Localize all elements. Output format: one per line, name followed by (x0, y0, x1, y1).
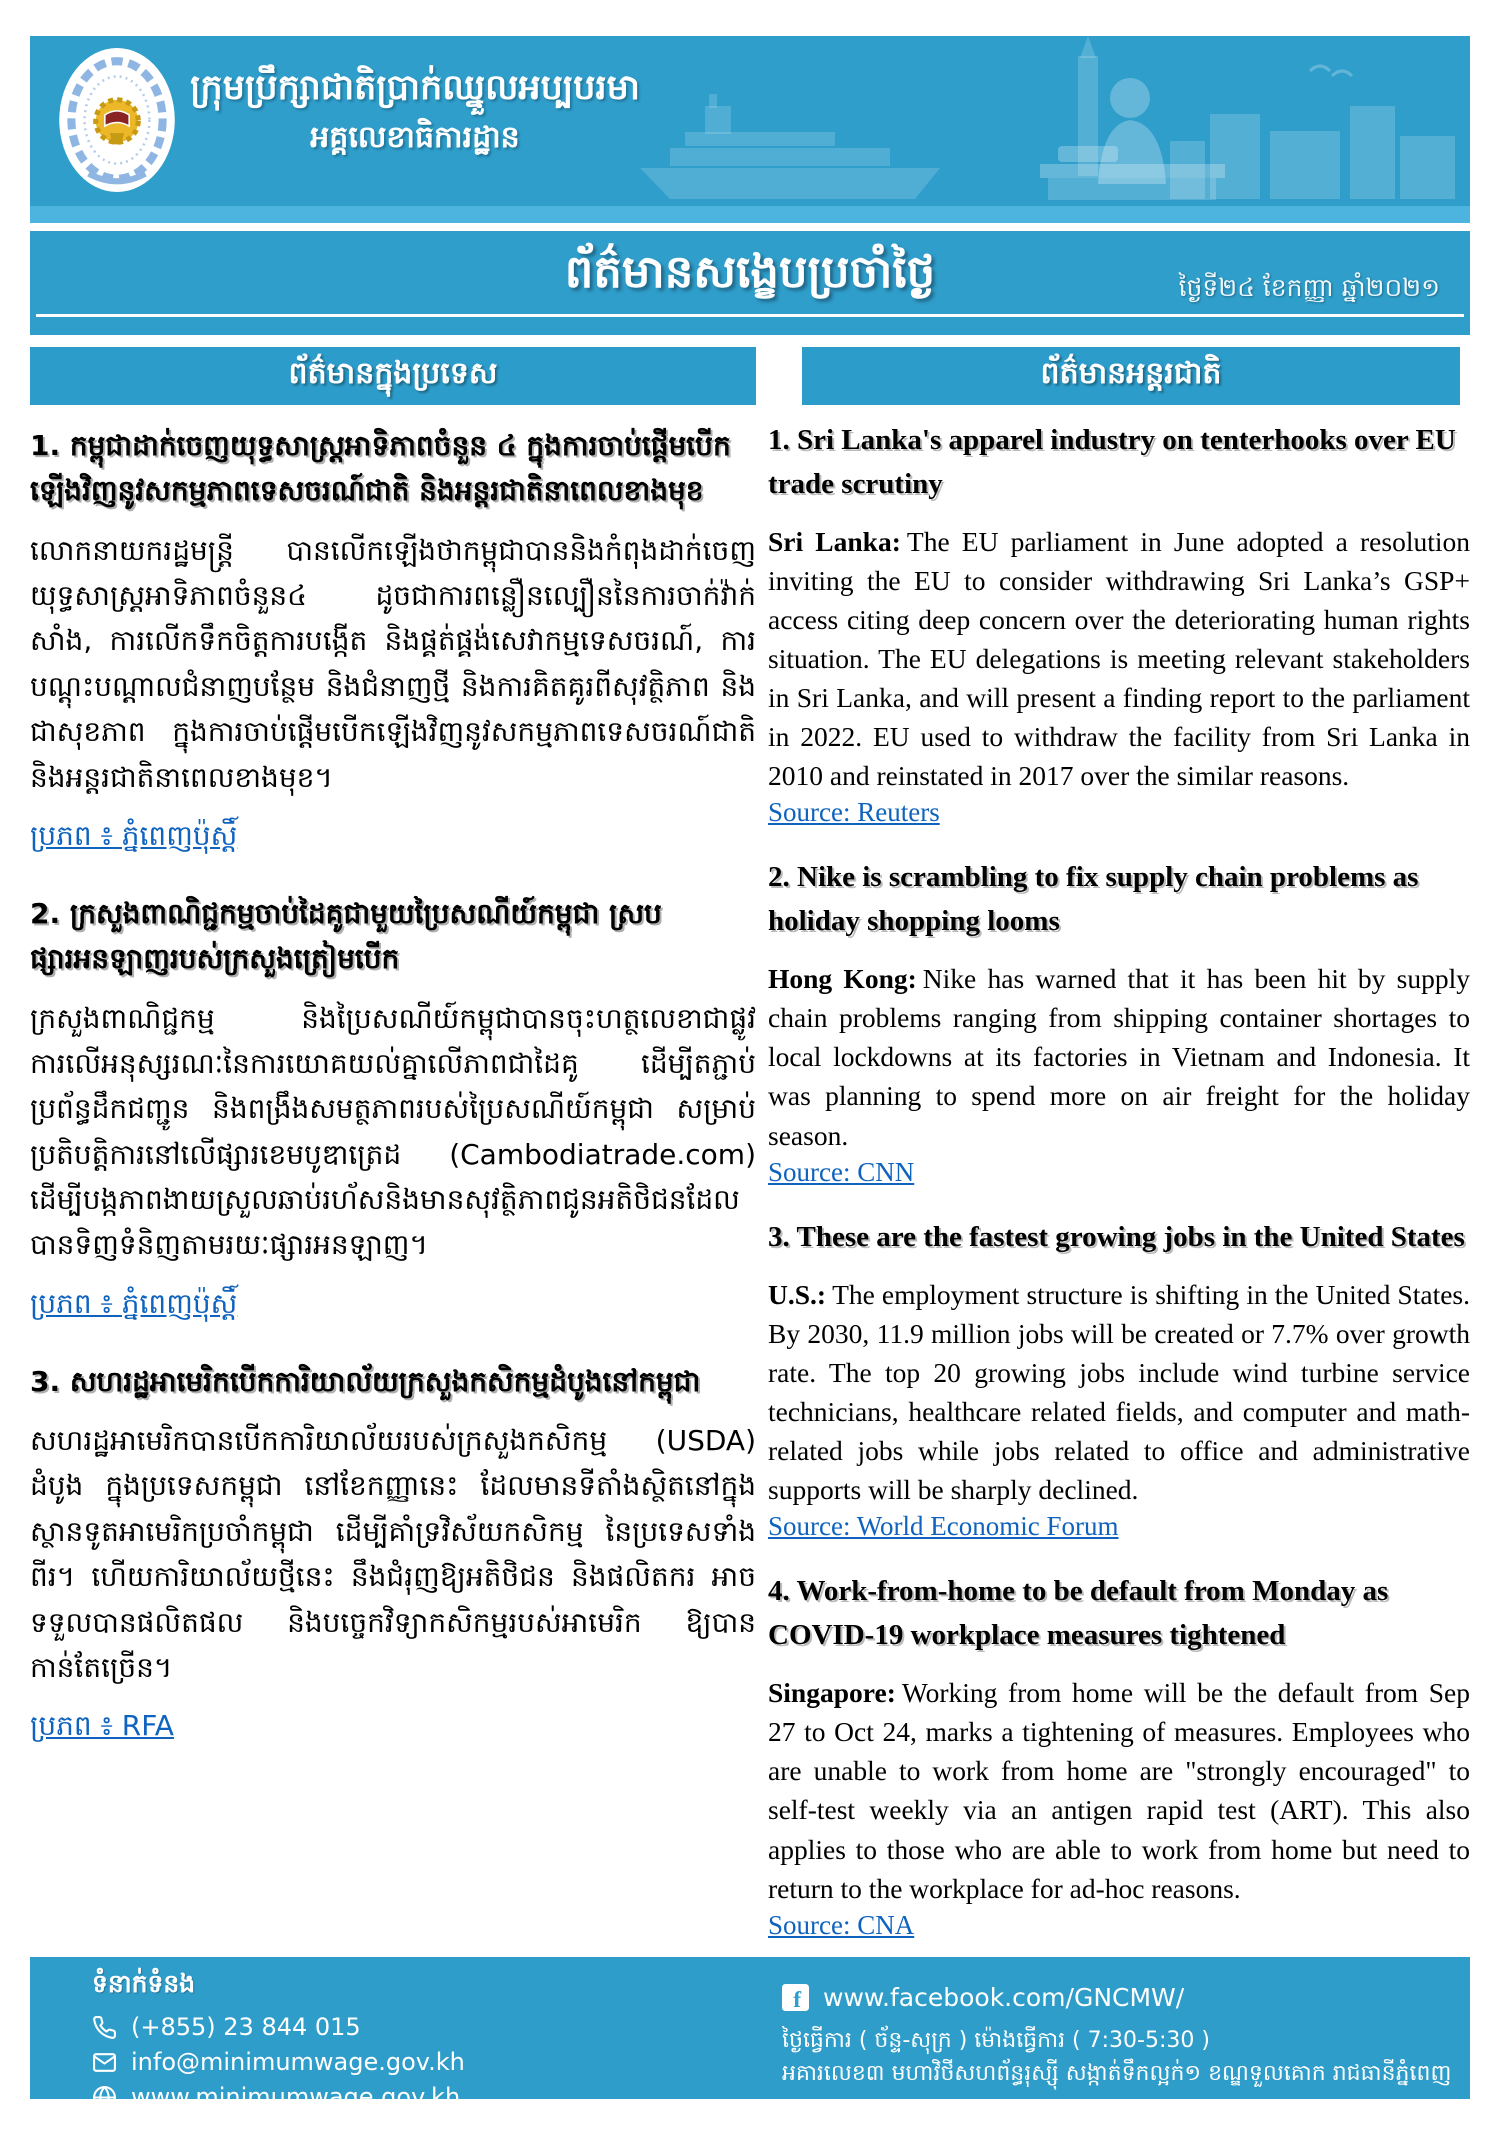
source-link[interactable]: ប្រភព ៖ RFA (30, 1709, 174, 1743)
article-heading: 3. សហរដ្ឋអាមេរិកបើកការិយាល័យក្រសួងកសិកម្មដំបូងនៅកម្ពុជា (30, 1364, 701, 1398)
org-name-line2: អគ្គលេខាធិការដ្ឋាន (310, 119, 520, 155)
working-hours: ថ្ងៃធ្វើការ ( ច័ន្ទ-សុក្រ ) ម៉ោងធ្វើការ ( 7:30-5:30 ) (782, 2028, 1210, 2053)
website-row (92, 2083, 465, 2111)
org-logo-emblem (56, 44, 178, 196)
article-lead: Sri Lanka: (768, 526, 901, 557)
article-body: លោកនាយករដ្ឋមន្ត្រី បានលើកឡើងថាកម្ពុជាបាននិងកំពុងដាក់ចេញយុទ្ធសាស្ត្រអាទិភាពចំនួន៤ ដូចជាការពន្លឿនល្បឿននៃការចាក់វ៉ាក់សាំង, ការលើកទឹកចិត្តការបង្កើត និងផ្គត់ផ្គង់សេវាកម្មទេសចរណ៍, ការបណ្ដុះបណ្ដាលជំនាញបន្ថែម និងជំនាញថ្មី និងការគិតគូរពីសុវត្ថិភាព និងជាសុខភាព ក្នុងការចាប់ផ្ដើមបើកឡើងវិញនូវសកម្មភាពទេសចរណ៍ជាតិ និងអន្តរជាតិនាពេលខាងមុខ។ (30, 533, 756, 794)
international-article-3 (768, 1216, 1470, 1549)
newsletter-title: ព័ត៌មានសង្ខេបប្រចាំថ្ងៃ (564, 245, 936, 298)
article-lead: U.S.: (768, 1279, 827, 1311)
international-column-header: ព័ត៌មានអន្តរជាតិ (802, 347, 1460, 405)
domestic-news-column (30, 347, 756, 1947)
source-link[interactable]: Source: Reuters (768, 797, 940, 828)
svg-text:f: f (793, 1987, 802, 2011)
source-link[interactable]: Source: CNN (768, 1156, 915, 1187)
article-heading: 1. កម្ពុជាដាក់ចេញយុទ្ធសាស្ត្រអាទិភាពចំនួន ៤ ក្នុងការចាប់ផ្ដើមបើកឡើងវិញនូវសកម្មភាពទេសចរណ៍ជាតិ និងអន្តរជាតិនាពេលខាងមុខ (30, 429, 731, 508)
phone-icon (92, 2015, 117, 2040)
article-text: Working from home will be the default from Sep 27 to Oct 24, marks a tightening of measures. Employees who are unable to work from home are "strongly encouraged" to self-test weekly via an antigen rapid test (ART). This also applies to those who are able to work from home but need to return to the workplace for ad-hoc reasons. (768, 1677, 1470, 1904)
article-heading: 2. Nike is scrambling to fix supply chain problems as holiday shopping looms (768, 861, 1419, 937)
globe-icon (92, 2085, 117, 2110)
source-link[interactable]: ប្រភព ៖ ភ្នំពេញប៉ុស្ដិ៍ (30, 818, 238, 852)
domestic-article-1 (30, 423, 756, 867)
contact-block (92, 1969, 465, 2111)
org-name (190, 62, 640, 160)
social-block (782, 1983, 1451, 2090)
article-body: សហរដ្ឋអាមេរិកបានបើកការិយាល័យរបស់ក្រសួងកសិកម្ម (USDA) ដំបូង ក្នុងប្រទេសកម្ពុជា នៅខែកញ្ញានេះ ដែលមានទីតាំងស្ថិតនៅក្នុងស្ថានទូតអាមេរិកប្រចាំកម្ពុជា ដើម្បីគាំទ្រវិស័យកសិកម្ម នៃប្រទេសទាំងពីរ។ ហើយការិយាល័យថ្មីនេះ នឹងជំរុញឱ្យអតិថិជន និងផលិតករ អាចទទួលបានផលិតផល និងបច្ចេកវិទ្យាកសិកម្មរបស់អាមេរិក ឱ្យបានកាន់តែច្រើន។ (30, 1424, 756, 1684)
content-columns (30, 347, 1470, 1947)
title-divider-rule (36, 314, 1464, 317)
article-heading: 2. ក្រសួងពាណិជ្ជកម្មចាប់ដៃគូជាមួយប្រៃសណីយ៍កម្ពុជា ស្របផ្សារអនឡាញរបស់ក្រសួងត្រៀមបើក (30, 896, 662, 976)
office-address: អគារលេខ៣ មហាវិថីសហព័ន្ធរុស្ស៊ី សង្កាត់ទឹកល្អក់១ ខណ្ឌទួលគោក រាជធានីភ្នំពេញ (782, 2061, 1452, 2086)
email-icon (92, 2050, 117, 2075)
domestic-article-2 (30, 891, 756, 1335)
org-logo (56, 44, 178, 196)
contact-footer (30, 1957, 1470, 2111)
article-heading: 4. Work-from-home to be default from Monday as COVID-19 workplace measures tightened (768, 1575, 1389, 1651)
header-accent-strip (30, 206, 1470, 223)
email-row (92, 2048, 465, 2076)
article-body (768, 522, 1470, 795)
phone-number: (+855) 23 844 015 (131, 2013, 361, 2041)
article-text: The EU parliament in June adopted a resolution inviting the EU to consider withdrawing Sri Lanka’s GSP+ access citing deep concern over the deteriorating human rights situation. The EU delegations is meeting relevant stakeholders in Sri Lanka, and will present a finding report to the parliament in 2022. EU used to withdraw the facility from Sri Lanka in 2010 and reinstated in 2017 over the similar reasons. (768, 526, 1470, 792)
article-body (768, 1275, 1470, 1509)
source-link[interactable]: ប្រភព ៖ ភ្នំពេញប៉ុស្ដិ៍ (30, 1286, 238, 1320)
facebook-icon (782, 1984, 809, 2011)
domestic-column-header: ព័ត៌មានក្នុងប្រទេស (30, 347, 756, 405)
phone-row (92, 2013, 465, 2041)
facebook-row[interactable] (782, 1983, 1451, 2012)
article-text: Nike has warned that it has been hit by supply chain problems ranging from shipping container shortages to local lockdowns at its factories in Vietnam and Indonesia. It was planning to spend more on air freight for the holiday season. (768, 963, 1470, 1151)
article-text: The employment structure is shifting in the United States. By 2030, 11.9 million jobs will be created or 7.7% over growth rate. The top 20 growing jobs include wind turbine service technicians, healthcare related fields, and computer and math-related jobs while jobs related to office and administrative supports will be sharply declined. (768, 1279, 1470, 1506)
international-news-column (768, 347, 1470, 1947)
issue-date: ថ្ងៃទី២៤ ខែកញ្ញា ឆ្នាំ២០២១ (1178, 273, 1440, 302)
website-url[interactable]: www.minimumwage.gov.kh (131, 2083, 461, 2111)
article-body (768, 959, 1470, 1154)
international-article-1 (768, 419, 1470, 834)
article-heading: 1. Sri Lanka's apparel industry on tenterhooks over EU trade scrutiny (768, 424, 1456, 500)
article-body (768, 1673, 1470, 1907)
org-name-line1: ក្រុមប្រឹក្សាជាតិប្រាក់ឈ្នួលអប្បបរមា (190, 68, 640, 108)
article-lead: Singapore: (768, 1677, 896, 1709)
article-body: ក្រសួងពាណិជ្ជកម្ម និងប្រៃសណីយ៍កម្ពុជាបានចុះហត្ថលេខាជាផ្លូវការលើអនុស្សរណៈនៃការយោគយល់គ្នាលើភាពជាដៃគូ ដើម្បីតភ្ជាប់ប្រព័ន្ធដឹកជញ្ជូន និងពង្រឹងសមត្ថភាពរបស់ប្រៃសណីយ៍កម្ពុជា សម្រាប់ប្រតិបត្តិការនៅលើផ្សារខេមបូឌាត្រេដ (Cambodiatrade.com) ដើម្បីបង្កភាពងាយស្រួលឆាប់រហ័សនិងមានសុវត្ថិភាពជូនអតិថិជនដែលបានទិញទំនិញតាមរយៈផ្សារអនឡាញ។ (30, 1001, 756, 1262)
contact-heading: ទំនាក់ទំនង (92, 1969, 196, 1998)
source-link[interactable]: Source: CNA (768, 1909, 915, 1940)
international-article-4 (768, 1570, 1470, 1946)
article-lead: Hong Kong: (768, 963, 917, 995)
email-address[interactable]: info@minimumwage.gov.kh (131, 2048, 465, 2076)
header-banner (30, 36, 1470, 206)
international-article-2 (768, 856, 1470, 1193)
source-link[interactable]: Source: World Economic Forum (768, 1511, 1119, 1542)
facebook-url[interactable]: www.facebook.com/GNCMW/ (823, 1983, 1185, 2012)
header-watermark-illustration (610, 36, 1470, 206)
article-heading: 3. These are the fastest growing jobs in the United States (768, 1220, 1465, 1253)
title-bar (30, 231, 1470, 335)
domestic-article-3 (30, 1359, 756, 1758)
